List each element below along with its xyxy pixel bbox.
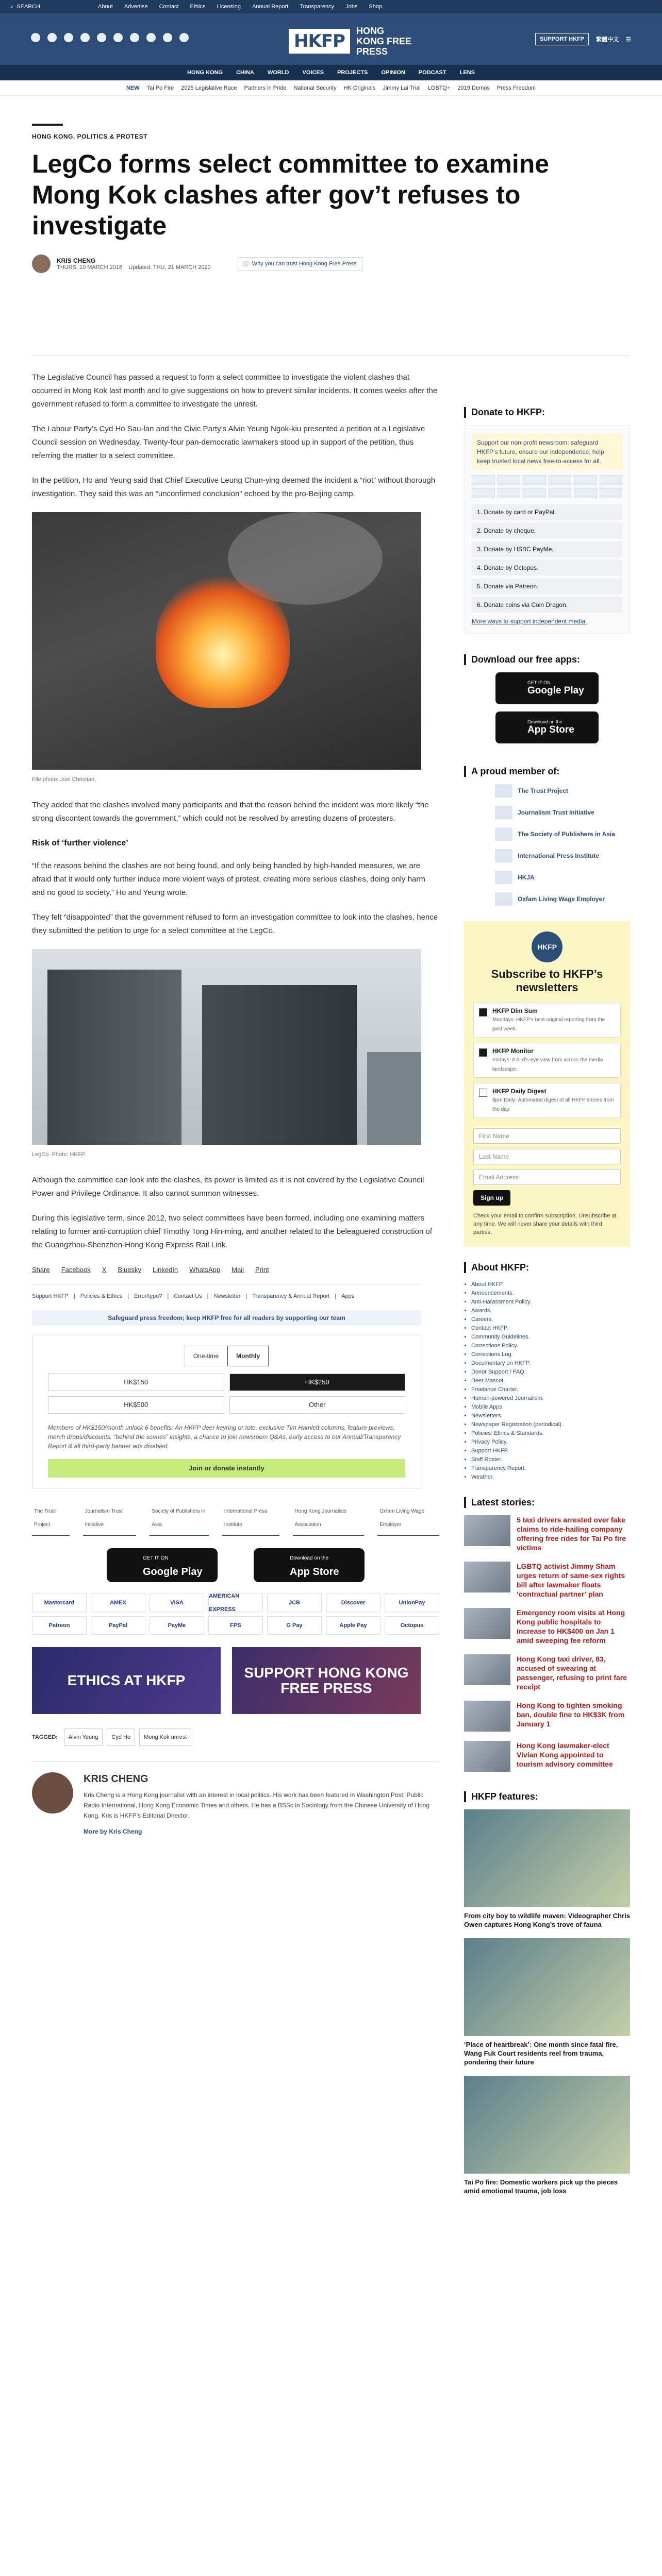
member-title: A proud member of: <box>464 766 630 777</box>
paragraph: The Legislative Council has passed a request to form a select committee to investigate the violent clashes that occurred in Mong Kok last month and to give suggestions on how to prevent similar incidents. It comes weeks after the government refused to form a committee to investigate the unrest. <box>32 373 438 409</box>
about-link[interactable]: • Donor Support / FAQ. <box>471 1368 630 1377</box>
newsletter-option-dim-sum[interactable]: HKFP Dim Sum Mondays: HKFP’s best original reporting from the past week. <box>473 1003 621 1038</box>
donate-title: Donate to HKFP: <box>464 407 630 418</box>
author-box <box>32 1761 439 1838</box>
photo-caption: LegCo. Photo: HKFP. <box>32 1151 86 1158</box>
search-toggle[interactable] <box>10 4 88 10</box>
about-link[interactable]: • Documentary on HKFP. <box>471 1359 630 1368</box>
payment-logo: AMEX <box>91 1594 145 1612</box>
trending-tai-po-fire[interactable]: Tai Po Fire <box>146 84 174 91</box>
story-thumbnail <box>464 1608 510 1639</box>
byline-author[interactable]: KRIS CHENG <box>57 257 96 264</box>
latest-story[interactable]: 5 taxi drivers arrested over fake claims to ride-hailing company offering free rides for Tai Po fire victims <box>464 1515 630 1552</box>
header-actions <box>535 33 631 45</box>
donate-option[interactable]: 3. Donate by HSBC PayMe. <box>472 541 622 557</box>
utility-link-jobs[interactable]: Jobs <box>345 4 358 10</box>
donate-option[interactable]: 6. Donate coins via Coin Dragon. <box>472 597 622 613</box>
about-link[interactable]: • Newspaper Registration (periodical). <box>471 1420 630 1429</box>
amount-option[interactable]: Other <box>229 1396 406 1414</box>
trending-jimmy-lai-trial[interactable]: Jimmy Lai Trial <box>383 84 421 91</box>
about-link[interactable]: • Staff Roster. <box>471 1455 630 1464</box>
top-utility-bar <box>0 0 662 13</box>
about-links <box>464 1280 630 1482</box>
latest-story[interactable]: LGBTQ activist Jimmy Sham urges return of same-sex rights bill after lawmaker floats ‘contractual partner’ plan <box>464 1562 630 1599</box>
trending-national-security[interactable]: National Security <box>293 84 337 91</box>
utility-link-annual-report[interactable]: Annual Report <box>252 4 289 10</box>
feature-story[interactable]: Tai Po fire: Domestic workers pick up the pieces amid emotional trauma, job loss <box>464 2076 630 2195</box>
newsletter-title: Subscribe to HKFP’s newsletters <box>491 968 603 994</box>
newsletter-logo: HKFP <box>532 931 562 962</box>
support-banner[interactable]: Safeguard press freedom; keep HKFP free for all readers by supporting our team <box>32 1310 421 1326</box>
about-link[interactable]: • Corrections Policy. <box>471 1342 630 1350</box>
donate-option[interactable]: 1. Donate by card or PayPal. <box>472 504 622 520</box>
nav-opinion[interactable]: OPINION <box>381 70 405 76</box>
feature-image <box>464 1938 630 2036</box>
share-mail[interactable]: Mail <box>231 1266 244 1274</box>
member-logo[interactable]: The Trust Project <box>495 784 630 798</box>
amount-option-selected[interactable]: HK$250 <box>229 1374 406 1391</box>
trending-lgbtq[interactable]: LGBTQ+ <box>427 84 451 91</box>
share-bluesky[interactable]: Bluesky <box>118 1266 141 1274</box>
footer-link[interactable]: Newsletter <box>213 1293 241 1299</box>
promo-banners <box>32 1647 439 1714</box>
tag[interactable]: Cyd Ho <box>107 1728 135 1746</box>
more-by-author-link[interactable]: More by Kris Cheng <box>84 1828 142 1835</box>
about-link[interactable]: • About HKFP. <box>471 1280 630 1289</box>
newsletter-option-daily-digest[interactable]: HKFP Daily Digest 9pm Daily: Automated digest of all HKFP stories from the day. <box>473 1083 621 1118</box>
freq-one-time[interactable]: One-time <box>185 1346 227 1366</box>
payment-logo: UnionPay <box>385 1594 439 1612</box>
share-facebook[interactable]: Facebook <box>61 1266 91 1274</box>
payment-logo: Mastercard <box>32 1594 87 1612</box>
member-logo[interactable]: Journalism Trust Initiative <box>495 806 630 819</box>
partner-logo[interactable]: Oxfam Living Wage Employer <box>377 1502 439 1536</box>
footer-link[interactable]: Contact Us <box>174 1293 202 1299</box>
linkedin-icon[interactable] <box>130 33 139 42</box>
member-logos <box>464 784 630 906</box>
social-icons <box>31 33 189 42</box>
trust-badge[interactable] <box>238 257 362 270</box>
hamburger-icon[interactable]: ☰ <box>626 36 631 43</box>
paragraph: The Labour Party’s Cyd Ho Sau-lan and the Civic Party’s Alvin Yeung Ngok-kiu presented a petition at a Legislative Council session on Wednesday. Twenty-four pan-democratic lawmakers stood up in support of the petition, thus referring the matter to a select committee. <box>32 425 425 460</box>
last-name-field[interactable]: Last Name <box>473 1149 621 1164</box>
about-link[interactable]: • Human-powered Journalism. <box>471 1394 630 1403</box>
paragraph: In the petition, Ho and Yeung said that Chief Executive Leung Chun-ying deemed the incident a “riot” without thorough investigation. They said this was an “unconfirmed conclusion” echoed by the pro-Beijing camp. <box>32 476 436 498</box>
paragraph: Although the committee can look into the clashes, its power is limited as it is not covered by the Legislative Council Power and Privilege Ordinance. It also cannot summon witnesses. <box>32 1176 424 1198</box>
app-store-buttons <box>32 1548 439 1582</box>
tag[interactable]: Mong Kok unrest <box>139 1728 191 1746</box>
newsletter-note: Check your email to confirm subscription. Unsubscribe at any time. We will never share your details with third parties. <box>473 1213 617 1235</box>
story-thumbnail <box>464 1562 510 1592</box>
about-link[interactable]: • Awards. <box>471 1307 630 1315</box>
photo-caption: File photo: Joel Christian. <box>32 776 96 783</box>
amount-option[interactable]: HK$500 <box>48 1396 224 1414</box>
photo-mong-kok-fire[interactable] <box>32 512 421 770</box>
author-info <box>84 1772 439 1838</box>
bluesky-icon[interactable] <box>163 33 172 42</box>
utility-link-shop[interactable]: Shop <box>369 4 383 10</box>
feature-image <box>464 1809 630 1907</box>
about-link[interactable]: • Announcements. <box>471 1289 630 1298</box>
about-link[interactable]: • Transparency Report. <box>471 1464 630 1473</box>
feature-story[interactable]: ‘Place of heartbreak’: One month since fatal fire, Wang Fuk Court residents reel from trauma, pondering their future <box>464 1938 630 2066</box>
payment-logo: JCB <box>267 1594 322 1612</box>
trending-press-freedom[interactable]: Press Freedom <box>496 84 536 91</box>
share-label: Share <box>32 1266 50 1274</box>
about-link[interactable]: • Newsletters. <box>471 1412 630 1420</box>
feature-story[interactable]: From city boy to wildlife maven: Videographer Chris Owen captures Hong Kong’s trove of fauna <box>464 1809 630 1929</box>
paragraph: During this legislative term, since 2012, two select committees have been formed, including one examining matters relating to former anti-corruption chief Timothy Tong Hin-ming, and another related to the beleaguered construction of the Guangzhou-Shenzhen-Hong Kong Express Rail Link. <box>32 1214 432 1249</box>
share-linkedin[interactable]: LinkedIn <box>153 1266 178 1274</box>
nav-podcast[interactable]: PODCAST <box>418 70 446 76</box>
header-rule <box>32 124 63 126</box>
utility-link-ethics[interactable]: Ethics <box>190 4 206 10</box>
signup-button[interactable]: Sign up <box>473 1190 510 1206</box>
payment-logo: AMERICAN EXPRESS <box>208 1594 263 1612</box>
member-logo[interactable]: International Press Institute <box>495 849 630 862</box>
facebook-icon[interactable] <box>31 33 40 42</box>
sidebar-app-store-button[interactable]: Download on the App Store <box>495 711 599 743</box>
nav-voices[interactable]: VOICES <box>302 70 324 76</box>
member-logo[interactable]: Oxfam Living Wage Employer <box>495 892 630 906</box>
utility-link-contact[interactable]: Contact <box>159 4 179 10</box>
updated-date: Updated: THU, 21 MARCH 2020 <box>128 264 211 270</box>
nav-world[interactable]: WORLD <box>267 70 289 76</box>
article-category[interactable]: HONG KONG, POLITICS & PROTEST <box>32 133 147 140</box>
photo-legco-building[interactable] <box>32 949 421 1145</box>
search-label: SEARCH <box>16 4 41 10</box>
partner-logo[interactable]: Society of Publishers in Asia <box>150 1502 209 1536</box>
payment-logo: G Pay <box>267 1616 322 1635</box>
telegram-icon[interactable] <box>113 33 123 42</box>
share-print[interactable]: Print <box>255 1266 269 1274</box>
donate-notice[interactable]: Support our non-profit newsroom: safeguard HKFP’s future, ensure our independence, help keep trusted local news free-to-access for all. <box>472 434 622 470</box>
payment-icons <box>472 475 622 498</box>
byline-meta <box>57 257 211 270</box>
share-whatsapp[interactable]: WhatsApp <box>189 1266 221 1274</box>
about-link[interactable]: • Support HKFP. <box>471 1447 630 1455</box>
more-ways-link[interactable]: More ways to support independent media. <box>472 618 587 625</box>
new-badge: NEW <box>126 84 140 91</box>
logo-text: HONG KONG FREE PRESS <box>356 26 411 57</box>
search-icon: ⌕ <box>10 3 14 10</box>
sidebar-google-play-button[interactable]: GET IT ON Google Play <box>495 672 599 704</box>
donate-option[interactable]: 2. Donate by cheque. <box>472 523 622 538</box>
logo-mark: HKFP <box>289 29 350 54</box>
site-header <box>0 13 662 65</box>
article-header <box>32 124 630 273</box>
payment-methods <box>32 1594 439 1635</box>
byline <box>32 255 630 273</box>
support-hkfp-button[interactable]: SUPPORT HKFP <box>535 33 589 45</box>
rss-icon[interactable] <box>146 33 156 42</box>
ethics-banner[interactable]: ETHICS AT HKFP <box>32 1647 221 1714</box>
utility-link-advertise[interactable]: Advertise <box>124 4 148 10</box>
join-donate-button[interactable]: Join or donate instantly <box>48 1459 405 1478</box>
member-logo[interactable]: HKJA <box>495 871 630 884</box>
donate-widget <box>32 1335 421 1488</box>
payment-logo: FPS <box>208 1616 263 1635</box>
about-link[interactable]: • Community Guidelines. <box>471 1333 630 1342</box>
language-switch[interactable]: 繁體中文 <box>596 37 619 43</box>
published-date: THURS, 10 MARCH 2016 <box>57 264 123 270</box>
payment-logo: Patreon <box>32 1616 87 1635</box>
tagged-label: TAGGED: <box>32 1734 58 1740</box>
trending-2019-demos[interactable]: 2019 Demos <box>457 84 490 91</box>
youtube-icon[interactable] <box>97 33 106 42</box>
payment-logo: Apple Pay <box>326 1616 380 1635</box>
amount-options <box>48 1374 405 1414</box>
x-icon[interactable] <box>47 33 57 42</box>
trust-badge-label: Why you can trust Hong Kong Free Press <box>252 261 357 267</box>
story-thumbnail <box>464 1515 510 1546</box>
story-thumbnail <box>464 1701 510 1732</box>
utility-link-transparency[interactable]: Transparency <box>300 4 335 10</box>
footer-link[interactable]: Error/typo? <box>134 1293 162 1299</box>
apps-title: Download our free apps: <box>464 654 630 665</box>
latest-story[interactable]: Hong Kong lawmaker-elect Vivian Kong appointed to tourism advisory committee <box>464 1741 630 1772</box>
about-link[interactable]: • Privacy Policy. <box>471 1438 630 1447</box>
article-body <box>32 371 439 1838</box>
about-link[interactable]: • Careers. <box>471 1315 630 1324</box>
footer-link[interactable]: Support HKFP <box>32 1293 69 1299</box>
sidebar <box>464 407 630 2205</box>
trending-hk-originals[interactable]: HK Originals <box>343 84 376 91</box>
trending-legislative-race[interactable]: 2025 Legislative Race <box>181 84 237 91</box>
article-footer-links: Support HKFP | Policies & Ethics | Error/typo? | Contact Us | Newsletter | Transparency & Annual Report | Apps <box>32 1290 439 1303</box>
payment-logo: PayMe <box>150 1616 204 1635</box>
nav-lens[interactable]: LENS <box>459 70 475 76</box>
footer-link[interactable]: Transparency & Annual Report <box>252 1293 330 1299</box>
article-tags <box>32 1728 439 1746</box>
latest-story[interactable]: Hong Kong to tighten smoking ban, double fine to HK$3K from January 1 <box>464 1701 630 1732</box>
member-benefits: Members of HK$150/month unlock 6 benefits: An HKFP deer keyring or tote, exclusive Tim Hamlett columns, feature previews, merch drops/discounts, “behind the scenes” insights, a chance to join newsroom Q&As, early access to our Annual/Transparency Report & all third-party banner ads disabled. <box>48 1424 401 1450</box>
author-bio: Kris Cheng is a Hong Kong journalist with an interest in local politics. His work has been featured in Washington Post, Public Radio International, Hong Kong Economic Times and others. He has a BSSc in Sociology from the Chinese University of Hong Kong. Kris is HKFP’s Editorial Director. <box>84 1791 430 1819</box>
frequency-toggle <box>48 1346 405 1366</box>
about-link[interactable]: • Freelance Charter. <box>471 1385 630 1394</box>
about-title: About HKFP: <box>464 1262 630 1273</box>
payment-logo: PayPal <box>91 1616 145 1635</box>
info-icon: ⓘ <box>243 261 249 267</box>
footer-link[interactable]: Policies & Ethics <box>80 1293 123 1299</box>
paragraph: They added that the clashes involved many participants and that the reason behind the incident was more likely “the strong discontent towards the government,” which could not be resolved by arresting dozens of protesters. <box>32 801 429 823</box>
nav-china[interactable]: CHINA <box>236 70 254 76</box>
trending-partners-in-pride[interactable]: Partners in Pride <box>244 84 287 91</box>
payment-logo: Octopus <box>385 1616 439 1635</box>
nav-hong-kong[interactable]: HONG KONG <box>187 70 223 76</box>
support-hkfp-banner[interactable]: SUPPORT HONG KONG FREE PRESS <box>232 1647 421 1714</box>
latest-story[interactable]: Emergency room visits at Hong Kong public hospitals to increase to HK$400 on Jan 1 amid sweeping fee reform <box>464 1608 630 1645</box>
paragraph: They felt “disappointed” that the government refused to form an investigation committee to look into the clashes, hence they submitted the petition to urge for a select committee at the LegCo. <box>32 913 438 935</box>
latest-title: Latest stories: <box>464 1497 630 1508</box>
payment-logo: VISA <box>150 1594 204 1612</box>
threads-icon[interactable] <box>80 33 90 42</box>
about-link[interactable]: • Contact HKFP. <box>471 1324 630 1333</box>
story-thumbnail <box>464 1741 510 1772</box>
donate-option[interactable]: 4. Donate by Octopus. <box>472 560 622 575</box>
section-subhead: Risk of ‘further violence’ <box>32 839 128 848</box>
about-link[interactable]: • Mobile Apps. <box>471 1403 630 1412</box>
features-title: HKFP features: <box>464 1791 630 1802</box>
partner-logo[interactable]: Journalism Trust Initiative <box>83 1502 137 1536</box>
trending-bar <box>0 80 662 96</box>
partner-logo[interactable]: Hong Kong Journalists Association <box>293 1502 365 1536</box>
about-link[interactable]: • Policies: Ethics & Standards. <box>471 1429 630 1438</box>
share-x[interactable]: X <box>102 1266 107 1274</box>
member-logo[interactable]: The Society of Publishers in Asia <box>495 827 630 841</box>
amount-option[interactable]: HK$150 <box>48 1374 224 1391</box>
author-name[interactable]: KRIS CHENG <box>84 1773 148 1785</box>
article-headline: LegCo forms select committee to examine Mong Kok clashes after gov’t refuses to investigate <box>32 149 550 240</box>
newsletter-option-monitor[interactable]: HKFP Monitor Fridays: A bird’s-eye view from across the media landscape. <box>473 1043 621 1078</box>
instagram-icon[interactable] <box>64 33 73 42</box>
author-avatar[interactable] <box>32 255 51 273</box>
mastodon-icon[interactable] <box>179 33 189 42</box>
email-field[interactable]: Email Address <box>473 1170 621 1185</box>
donate-panel <box>464 425 630 634</box>
app-store-button[interactable]: Download on the App Store <box>254 1548 365 1582</box>
paragraph: “If the reasons behind the clashes are not being found, and only being handled by high-handed measures, we are afraid that it would only further induce more violent ways of protest, creating more serious clashes, doing only harm and no good to society,” Ho and Yeung wrote. <box>32 861 425 897</box>
main-nav <box>0 65 662 80</box>
partner-logo[interactable]: International Press Institute <box>222 1502 279 1536</box>
newsletter-signup <box>464 921 630 1247</box>
first-name-field[interactable]: First Name <box>473 1128 621 1144</box>
utility-links <box>98 4 382 10</box>
site-logo[interactable] <box>289 26 413 57</box>
utility-link-about[interactable]: About <box>98 4 113 10</box>
author-photo[interactable] <box>32 1772 73 1814</box>
feature-image <box>464 2076 630 2174</box>
payment-logo: Discover <box>326 1594 380 1612</box>
share-bar <box>32 1263 439 1277</box>
partner-logo[interactable]: The Trust Project <box>32 1502 70 1536</box>
freq-monthly[interactable]: Monthly <box>227 1346 269 1366</box>
utility-link-licensing[interactable]: Licensing <box>217 4 241 10</box>
nav-projects[interactable]: PROJECTS <box>337 70 368 76</box>
about-link[interactable]: • Corrections Log. <box>471 1350 630 1359</box>
story-thumbnail <box>464 1654 510 1685</box>
about-link[interactable]: • Weather. <box>471 1473 630 1482</box>
donate-option[interactable]: 5. Donate via Patreon. <box>472 579 622 594</box>
tag[interactable]: Alvin Yeung <box>64 1728 103 1746</box>
about-link[interactable]: • Anti-Harassment Policy. <box>471 1298 630 1307</box>
partner-logos <box>32 1502 439 1536</box>
latest-story[interactable]: Hong Kong taxi driver, 83, accused of swearing at passenger, refusing to print fare receipt <box>464 1654 630 1691</box>
footer-link[interactable]: Apps <box>341 1293 355 1299</box>
about-link[interactable]: • Deer Mascot. <box>471 1377 630 1385</box>
google-play-button[interactable]: GET IT ON Google Play <box>107 1548 218 1582</box>
header-divider <box>32 355 630 356</box>
